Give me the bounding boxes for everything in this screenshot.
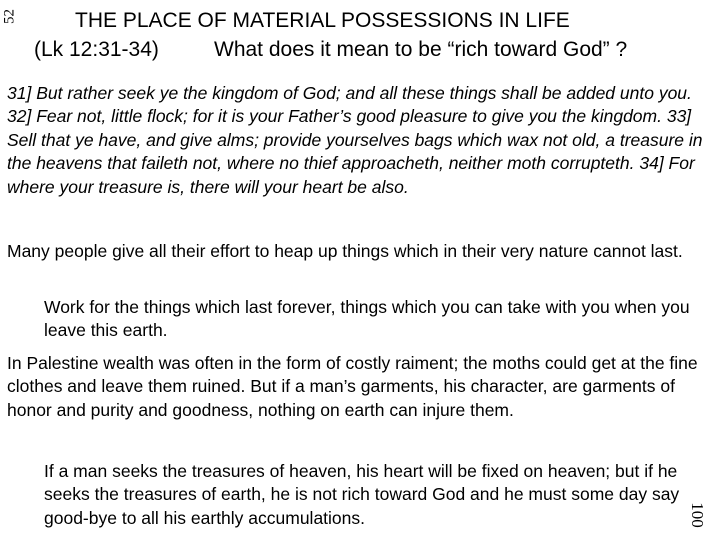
page-subtitle (34, 37, 627, 63)
page-number-bottom: 100 (688, 502, 707, 528)
paragraph-1: Many people give all their effort to heap up things which in their very nature cannot last. (7, 241, 683, 261)
paragraph-3: In Palestine wealth was often in the form of costly raiment; the moths could get at the fine clothes and leave them ruined. But if a man’s garments, his character, are garments of honor and purity and goodness, nothing on earth can injure them. (7, 353, 698, 420)
page-title: THE PLACE OF MATERIAL POSSESSIONS IN LIFE (75, 9, 570, 32)
page-number-top: 52 (1, 9, 18, 24)
paragraph-4: If a man seeks the treasures of heaven, his heart will be fixed on heaven; but if he seeks the treasures of earth, he is not rich toward God and he must some day say good-bye to all his earthly accumulations. (44, 461, 680, 528)
title-question: What does it mean to be “rich toward God” ? (214, 38, 628, 61)
scripture-reference: (Lk 12:31-34) (34, 38, 159, 61)
scripture-passage: 31] But rather seek ye the kingdom of God; and all these things shall be added unto you. 32] Fear not, little flock; for it is your Father’s good pleasure to give you the kingdom. 33] Sell that ye have, and give alms; provide yourselves bags which wax not old, a treasure in the heavens that faileth not, where no thief approacheth, neither moth corrupteth. 34] For where your treasure is, there will your heart be also. (7, 83, 703, 197)
paragraph-2: Work for the things which last forever, things which you can take with you when you leave this earth. (44, 297, 690, 341)
